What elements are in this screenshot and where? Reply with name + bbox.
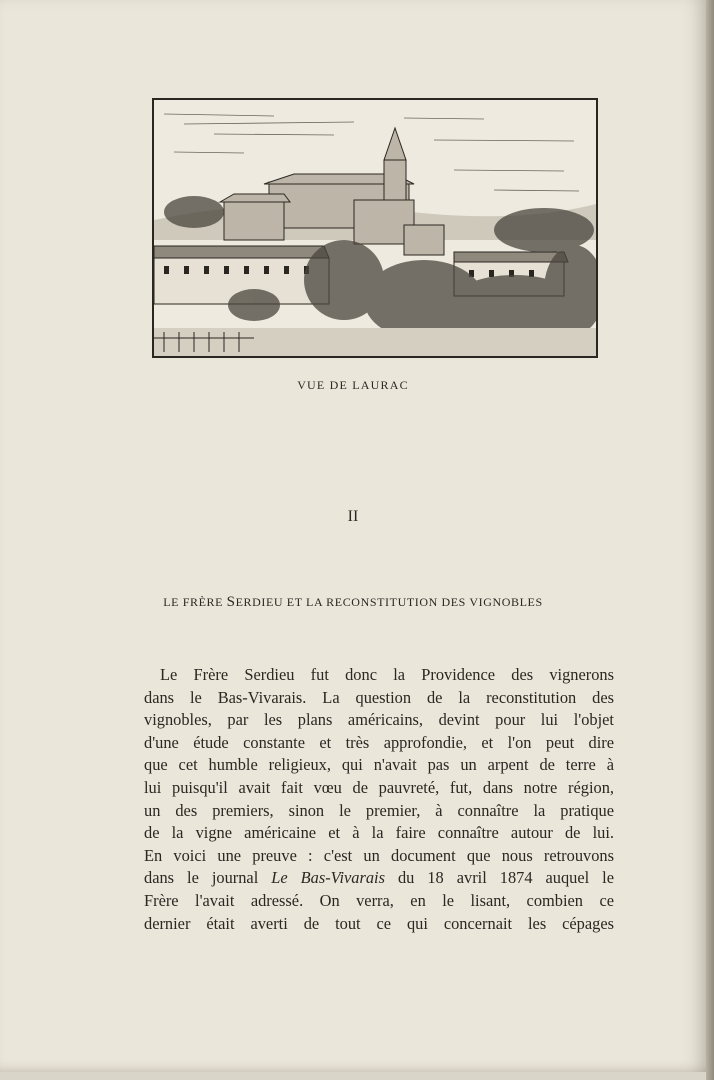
text-line (144, 867, 614, 890)
engraving-illustration (152, 98, 598, 358)
text-line: Le Frère Serdieu fut donc la Providence des vignerons (160, 665, 614, 684)
chapter-title-part-1: LE FRÈRE (163, 595, 227, 609)
text-line: En voici une preuve : c'est un document que nous retrouvons (144, 845, 614, 865)
page-edge (706, 0, 714, 1080)
chapter-title-part-2: S (226, 594, 236, 610)
text-line: dans le Bas-Vivarais. La question de la reconstitution des (144, 687, 614, 707)
text-line: lui puisqu'il avait fait vœu de pauvreté, fut, dans notre région, (144, 777, 614, 797)
text-line: de la vigne américaine et à la faire connaître autour de lui. (144, 823, 614, 843)
chapter-title-part-3: ERDIEU ET LA RECONSTITUTION DES VIGNOBLES (235, 595, 543, 609)
text-line: que cet humble religieux, qui n'avait pas un arpent de terre à (144, 755, 614, 775)
line-text-before: dans le journal (144, 868, 272, 888)
chapter-title (0, 594, 706, 611)
text-line: dernier était averti de tout ce qui concernait les cépages (144, 913, 614, 933)
line-text-after: du 18 avril 1874 auquel le (385, 868, 615, 888)
illustration-caption: VUE DE LAURAC (297, 378, 409, 392)
journal-title: Le Bas-Vivarais (271, 868, 385, 888)
body-paragraph (144, 664, 614, 935)
text-line: un des premiers, sinon le premier, à connaître la pratique (144, 800, 614, 820)
chapter-number: II (347, 508, 359, 525)
text-line: Frère l'avait adressé. On verra, en le lisant, combien ce (144, 890, 614, 910)
text-line: vignobles, par les plans américains, devint pour lui l'objet (144, 710, 614, 730)
text-line: d'une étude constante et très approfondie, et l'on peut dire (144, 732, 614, 752)
